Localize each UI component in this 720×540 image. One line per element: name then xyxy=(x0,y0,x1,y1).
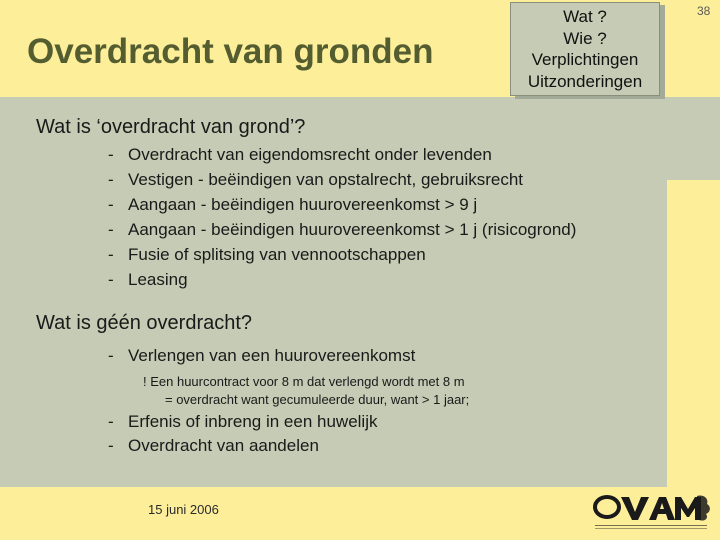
question-box xyxy=(510,2,660,96)
page-number: 38 xyxy=(697,4,711,18)
list-item: - Aangaan - beëindigen huurovereenkomst > 9 j xyxy=(108,192,576,217)
list-item: - Aangaan - beëindigen huurovereenkomst > 1 j (risicogrond) xyxy=(108,217,576,242)
question-wie: Wie ? xyxy=(563,28,607,48)
list-item: - Fusie of splitsing van vennootschappen xyxy=(108,242,576,267)
ovam-logo xyxy=(593,492,713,539)
geen-overdracht-first xyxy=(108,345,415,367)
dash-bullet: - xyxy=(108,245,114,264)
note-line: = overdracht want gecumuleerde duur, want > 1 jaar; xyxy=(165,392,470,407)
right-strip xyxy=(667,180,720,540)
section-heading-overdracht: Wat is ‘overdracht van grond’? xyxy=(36,116,306,138)
dash-bullet: - xyxy=(108,170,114,189)
dash-bullet: - xyxy=(108,145,114,164)
section-heading-geen-overdracht: Wat is géén overdracht? xyxy=(36,312,253,334)
list-item: - Erfenis of inbreng in een huwelijk xyxy=(108,410,377,434)
list-item: - Vestigen - beëindigen van opstalrecht, gebruiksrecht xyxy=(108,167,576,192)
slide-title: Overdracht van gronden xyxy=(27,32,434,71)
dash-bullet: - xyxy=(108,436,114,455)
question-uitzonderingen: Uitzonderingen xyxy=(527,71,643,91)
dash-bullet: - xyxy=(108,220,114,239)
dash-bullet: - xyxy=(108,195,114,214)
dash-bullet: - xyxy=(108,346,114,365)
list-item: - Verlengen van een huurovereenkomst xyxy=(108,346,416,365)
dash-bullet: - xyxy=(108,412,114,431)
overdracht-list xyxy=(108,142,576,292)
slide-date: 15 juni 2006 xyxy=(148,502,219,517)
note-line: ! Een huurcontract voor 8 m dat verlengd wordt met 8 m xyxy=(143,374,465,389)
example-note xyxy=(143,373,469,409)
list-item: - Leasing xyxy=(108,267,576,292)
dash-bullet: - xyxy=(108,270,114,289)
list-item: - Overdracht van aandelen xyxy=(108,434,377,458)
question-verplichtingen: Verplichtingen xyxy=(531,50,639,69)
list-item: - Overdracht van eigendomsrecht onder levenden xyxy=(108,142,576,167)
question-wat: Wat ? xyxy=(563,7,607,26)
geen-overdracht-rest xyxy=(108,410,377,458)
